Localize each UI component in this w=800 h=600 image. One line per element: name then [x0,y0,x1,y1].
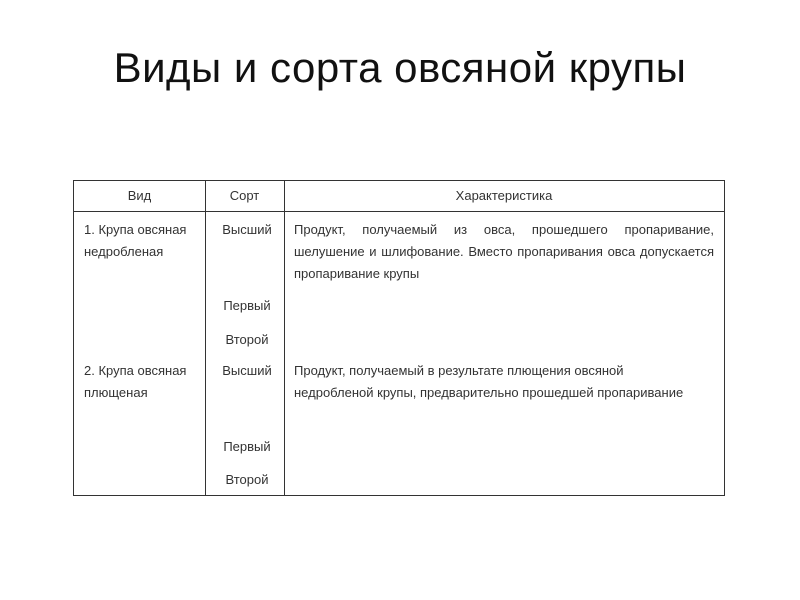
page-title: Виды и сорта овсяной крупы [113,44,687,91]
row-1-grade-2: Первый [223,298,271,313]
header-characteristic: Характеристика [455,188,553,203]
column-divider [284,181,285,495]
row-2-grade-2: Первый [223,439,271,454]
header-kind: Вид [127,188,152,203]
row-2-characteristic: Продукт, получаемый в результате плющения овсяной недробленой крупы, предварительно прошедшей пропаривание [294,363,684,400]
column-divider [205,181,206,495]
table-header-row [74,181,724,212]
row-1-characteristic: Продукт, получаемый из овса, прошедшего пропаривание, шелушение и шлифование. Вместо пропаривания овса допускается пропаривание крупы [294,222,714,281]
row-2-grade-1: Высший [222,363,272,378]
row-2-kind: 2. Крупа овсяная плющеная [84,363,187,400]
data-table [73,180,725,496]
row-2-grade-3: Второй [225,472,269,487]
header-grade: Сорт [229,188,260,203]
row-1-grade-1: Высший [222,222,272,237]
row-1-kind: 1. Крупа овсяная недробленая [84,222,187,259]
row-1-grade-3: Второй [225,332,269,347]
